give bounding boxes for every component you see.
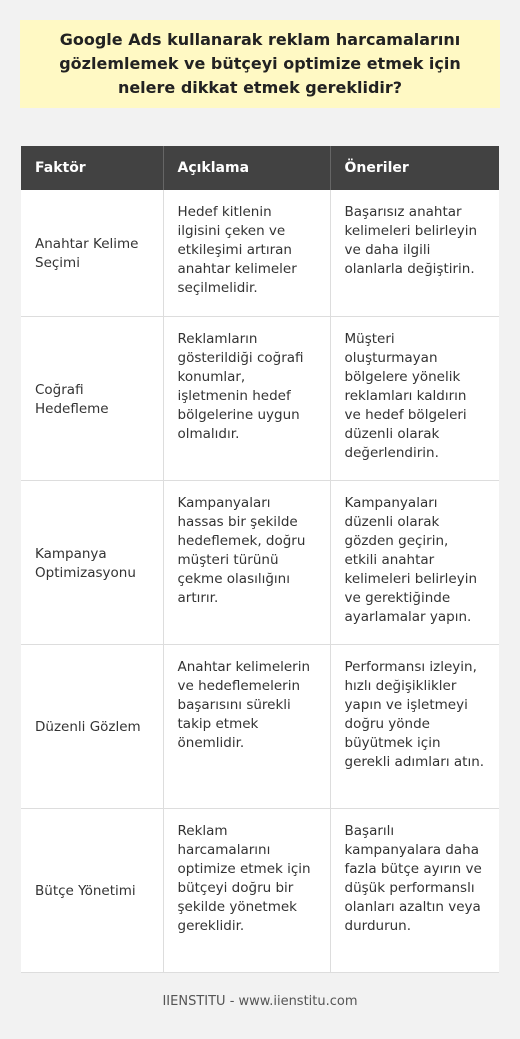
table-row — [21, 644, 499, 808]
recommendation-cell: Performansı izleyin, hızlı değişiklikler yapın ve işletmeyi doğru yönde büyütmek için gerekli adımları atın. — [330, 644, 499, 808]
page-title: Google Ads kullanarak reklam harcamalarını gözlemlemek ve bütçeyi optimize etmek için nelere dikkat etmek gereklidir? — [59, 30, 461, 97]
description-cell: Kampanyaları hassas bir şekilde hedeflemek, doğru müşteri türünü çekme olasılığını artırır. — [163, 480, 330, 644]
factors-table — [21, 146, 499, 973]
table-row — [21, 480, 499, 644]
table-header-row — [21, 146, 499, 190]
table-row — [21, 316, 499, 480]
factor-cell: Kampanya Optimizasyonu — [21, 480, 163, 644]
factor-cell: Anahtar Kelime Seçimi — [21, 190, 163, 316]
factor-cell: Düzenli Gözlem — [21, 644, 163, 808]
table-row — [21, 808, 499, 972]
header-factor: Faktör — [21, 146, 163, 190]
description-cell: Hedef kitlenin ilgisini çeken ve etkileşimi artıran anahtar kelimeler seçilmelidir. — [163, 190, 330, 316]
description-cell: Reklamların gösterildiği coğrafi konumlar, işletmenin hedef bölgelerine uygun olmalıdır. — [163, 316, 330, 480]
factor-cell: Coğrafi Hedefleme — [21, 316, 163, 480]
header-description: Açıklama — [163, 146, 330, 190]
recommendation-cell: Müşteri oluşturmayan bölgelere yönelik reklamları kaldırın ve hedef bölgeleri düzenli olarak değerlendirin. — [330, 316, 499, 480]
header-recommendations: Öneriler — [330, 146, 499, 190]
description-cell: Reklam harcamalarını optimize etmek için bütçeyi doğru bir şekilde yönetmek gereklidir. — [163, 808, 330, 972]
description-cell: Anahtar kelimelerin ve hedeflemelerin başarısını sürekli takip etmek önemlidir. — [163, 644, 330, 808]
recommendation-cell: Başarısız anahtar kelimeleri belirleyin ve daha ilgili olanlarla değiştirin. — [330, 190, 499, 316]
title-banner — [20, 20, 500, 108]
recommendation-cell: Başarılı kampanyalara daha fazla bütçe ayırın ve düşük performanslı olanları azaltın veya durdurun. — [330, 808, 499, 972]
recommendation-cell: Kampanyaları düzenli olarak gözden geçirin, etkili anahtar kelimeleri belirleyin ve gerektiğinde ayarlamalar yapın. — [330, 480, 499, 644]
footer-credit: IIENSTITU - www.iienstitu.com — [162, 994, 358, 1009]
table-row — [21, 190, 499, 316]
factor-cell: Bütçe Yönetimi — [21, 808, 163, 972]
